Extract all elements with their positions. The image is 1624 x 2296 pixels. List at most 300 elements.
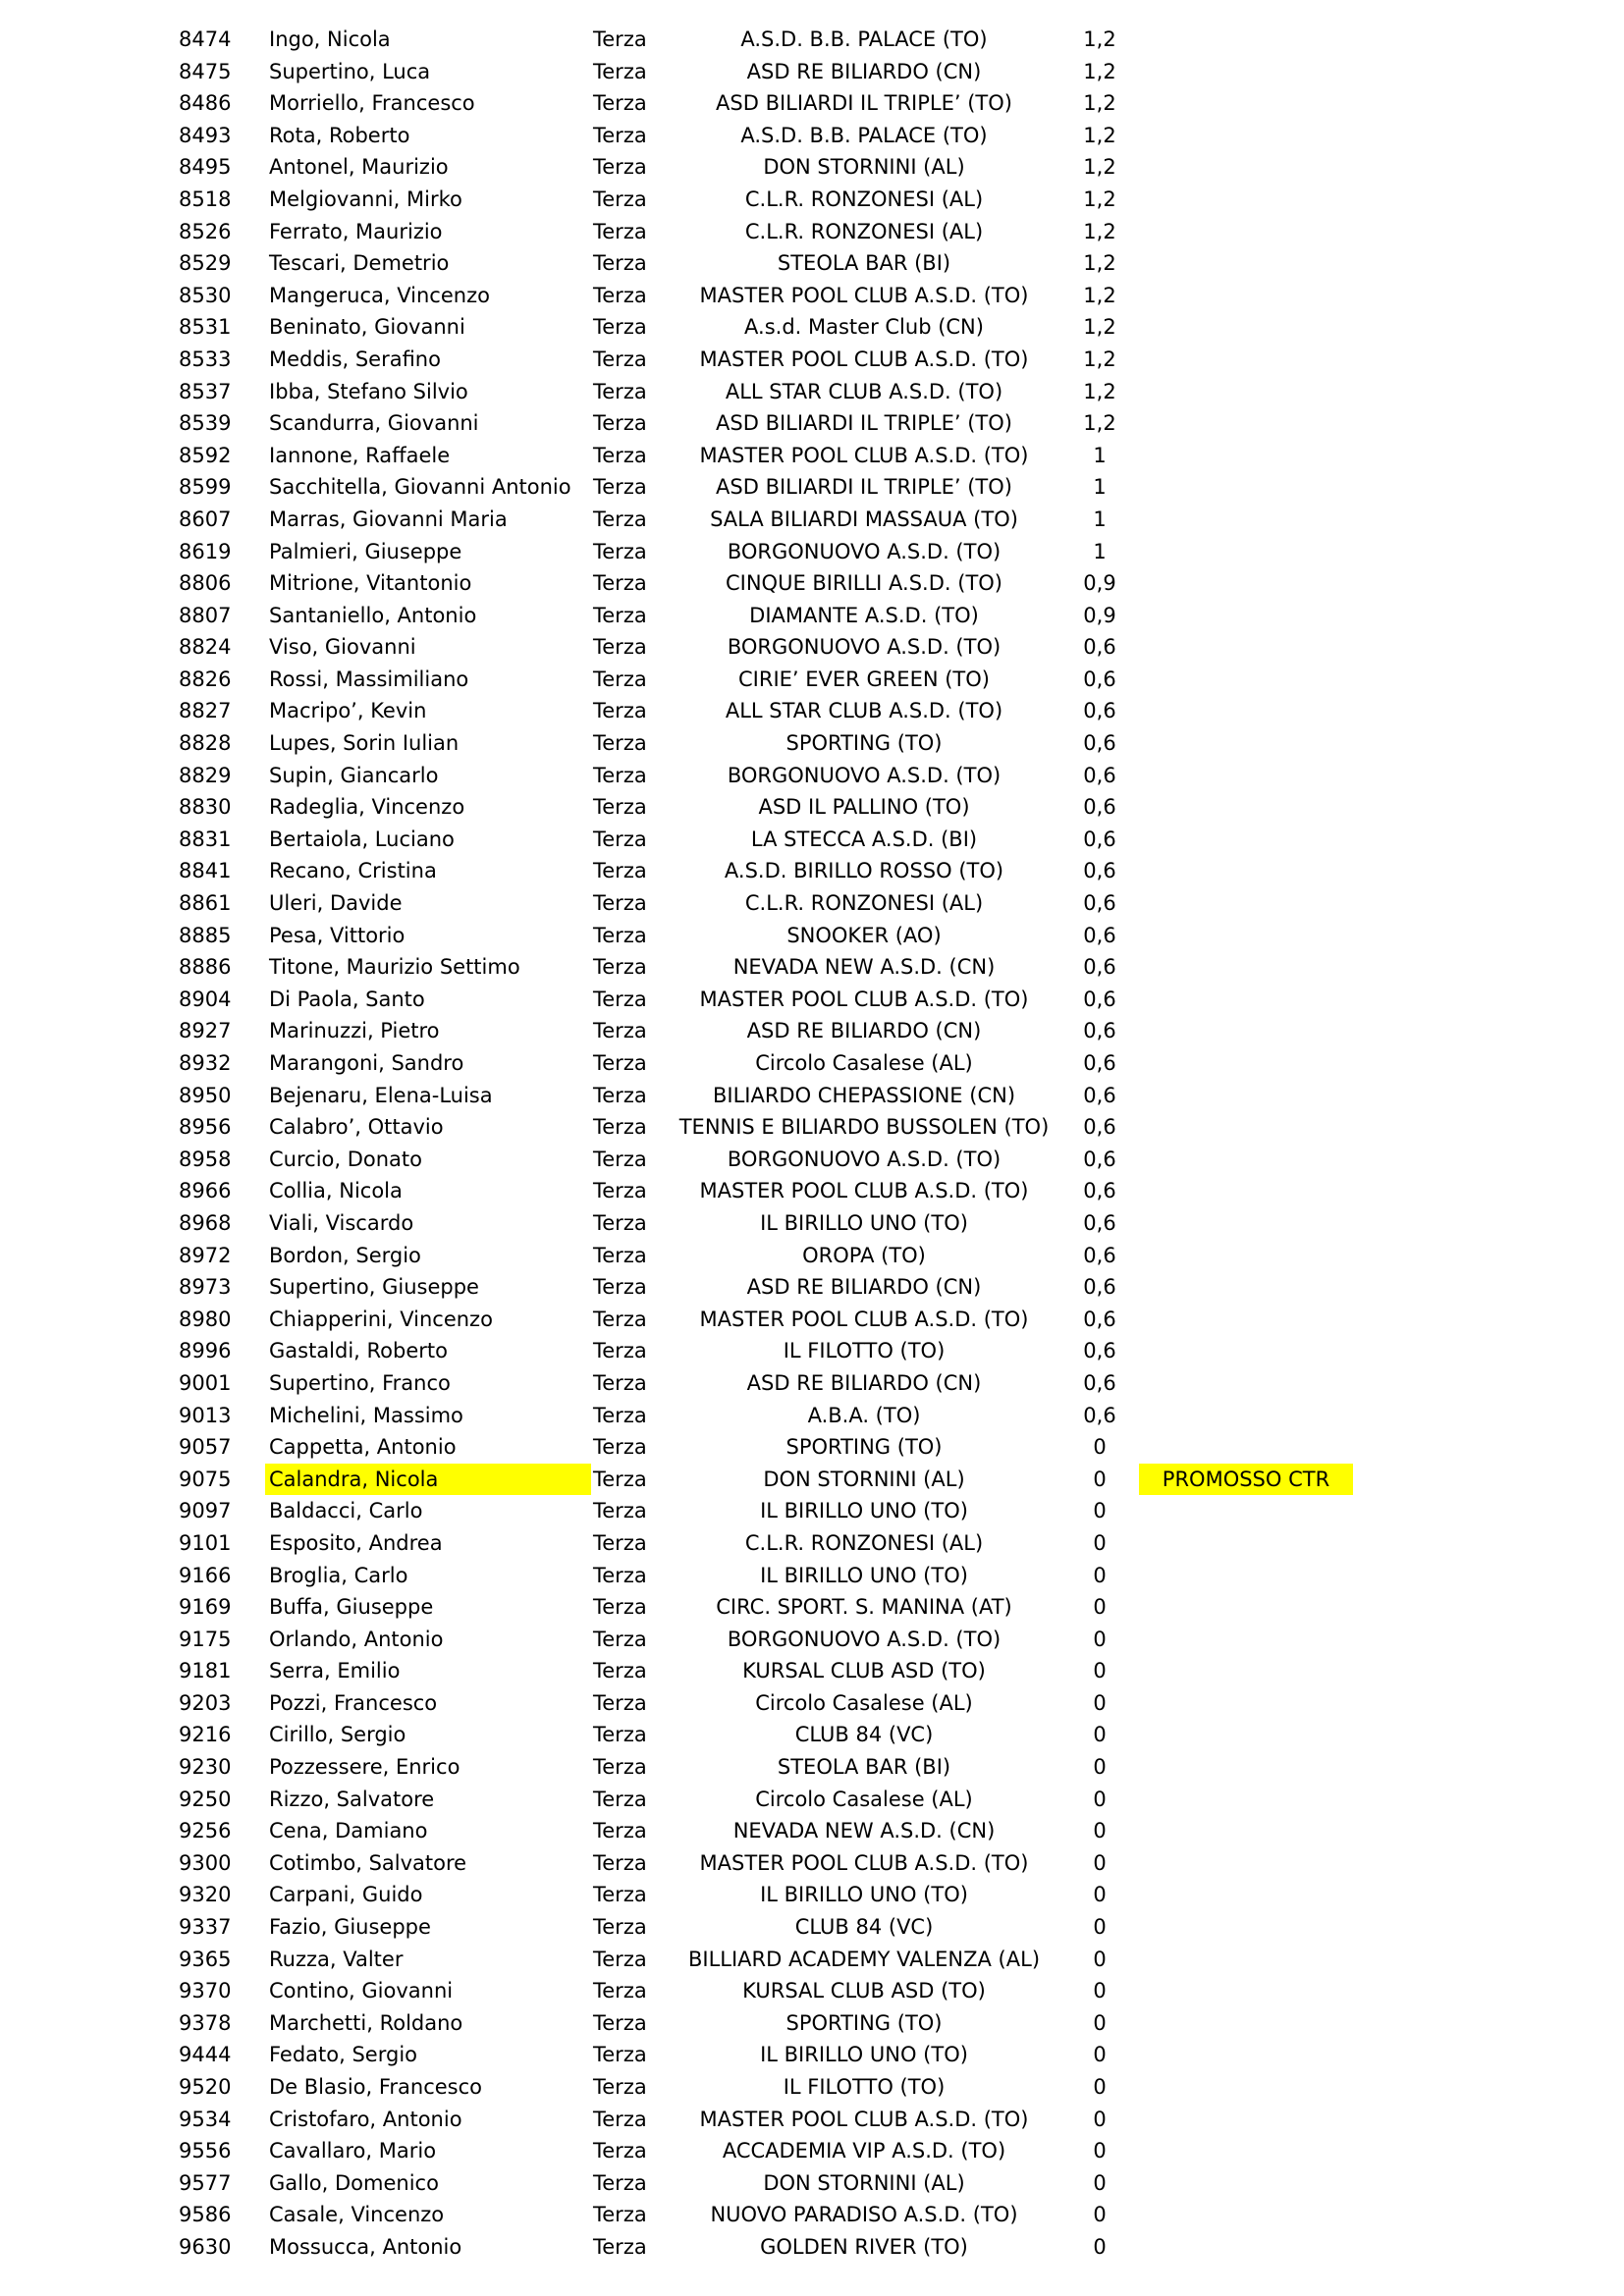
player-club: CINQUE BIRILLI A.S.D. (TO) — [725, 571, 1002, 596]
table-row — [0, 824, 1624, 856]
player-name: Iannone, Raffaele — [269, 443, 451, 467]
player-name: Pesa, Vittorio — [269, 923, 406, 947]
player-id: 8807 — [179, 603, 232, 627]
table-row — [0, 471, 1624, 504]
table-row — [0, 1944, 1624, 1976]
player-id: 8533 — [179, 347, 232, 371]
player-club: CLUB 84 (VC) — [794, 1723, 934, 1747]
player-name: Scandurra, Giovanni — [269, 411, 479, 436]
player-points: 0 — [1093, 1947, 1107, 1971]
player-name: Viali, Viscardo — [269, 1210, 414, 1235]
table-row — [0, 1144, 1624, 1176]
player-name: Bejenaru, Elena-Luisa — [269, 1083, 493, 1107]
player-name: Mitrione, Vitantonio — [269, 571, 472, 596]
player-club: ACCADEMIA VIP A.S.D. (TO) — [722, 2139, 1006, 2163]
table-row — [0, 2199, 1624, 2231]
table-row — [0, 1751, 1624, 1784]
player-id: 9250 — [179, 1787, 232, 1811]
player-points: 0,6 — [1083, 987, 1116, 1011]
table-row — [0, 1655, 1624, 1687]
player-club: GOLDEN RIVER (TO) — [760, 2234, 968, 2259]
player-points: 0 — [1093, 2170, 1107, 2195]
player-club: C.L.R. RONZONESI (AL) — [744, 219, 984, 243]
player-points: 1 — [1093, 507, 1107, 531]
player-id: 8830 — [179, 795, 232, 820]
table-row — [0, 951, 1624, 984]
player-name: Pozzessere, Enrico — [269, 1755, 460, 1780]
player-id: 8824 — [179, 635, 232, 660]
player-points: 0 — [1093, 2043, 1107, 2067]
player-name: Curcio, Donato — [269, 1147, 423, 1171]
table-row — [0, 56, 1624, 88]
player-club: IL BIRILLO UNO (TO) — [760, 1883, 968, 1907]
player-category: Terza — [593, 1275, 647, 1300]
player-id: 9444 — [179, 2043, 232, 2067]
player-category: Terza — [593, 1979, 647, 2003]
player-points: 0,6 — [1083, 795, 1116, 820]
player-points: 1,2 — [1083, 59, 1116, 83]
player-name: Calabro’, Ottavio — [269, 1115, 444, 1140]
player-category: Terza — [593, 731, 647, 756]
player-name: Cappetta, Antonio — [269, 1435, 457, 1460]
table-row — [0, 1815, 1624, 1847]
player-points: 1 — [1093, 475, 1107, 500]
table-row — [0, 1335, 1624, 1367]
player-id: 8932 — [179, 1051, 232, 1075]
player-points: 0,6 — [1083, 859, 1116, 883]
player-id: 8958 — [179, 1147, 232, 1171]
player-points: 1,2 — [1083, 219, 1116, 243]
player-name: Broglia, Carlo — [269, 1563, 408, 1587]
player-name: Bertaiola, Luciano — [269, 827, 455, 851]
player-club: BORGONUOVO A.S.D. (TO) — [727, 1147, 1001, 1171]
player-points: 0,6 — [1083, 1339, 1116, 1363]
player-points: 0,6 — [1083, 1147, 1116, 1171]
player-club: ASD RE BILIARDO (CN) — [746, 1275, 982, 1300]
player-category: Terza — [593, 507, 647, 531]
player-id: 9230 — [179, 1755, 232, 1780]
player-club: A.B.A. (TO) — [807, 1403, 921, 1427]
player-name: Marras, Giovanni Maria — [269, 507, 508, 531]
player-category: Terza — [593, 1850, 647, 1875]
player-name: Fedato, Sergio — [269, 2043, 418, 2067]
player-category: Terza — [593, 1883, 647, 1907]
player-id: 8518 — [179, 187, 232, 211]
player-id: 9337 — [179, 1915, 232, 1940]
table-row — [0, 2104, 1624, 2136]
player-category: Terza — [593, 635, 647, 660]
player-category: Terza — [593, 283, 647, 307]
table-row — [0, 1847, 1624, 1880]
player-points: 0,6 — [1083, 1403, 1116, 1427]
player-category: Terza — [593, 1370, 647, 1395]
player-name: Rota, Roberto — [269, 123, 410, 147]
player-id: 9534 — [179, 2107, 232, 2131]
player-points: 0,6 — [1083, 1051, 1116, 1075]
player-club: ASD BILIARDI IL TRIPLE’ (TO) — [716, 411, 1012, 436]
player-points: 0,9 — [1083, 603, 1116, 627]
player-name: Buffa, Giuseppe — [269, 1595, 434, 1620]
player-name: Melgiovanni, Mirko — [269, 187, 462, 211]
player-name: Palmieri, Giuseppe — [269, 539, 462, 563]
player-club: BORGONUOVO A.S.D. (TO) — [727, 635, 1001, 660]
player-club: A.s.d. Master Club (CN) — [744, 315, 984, 340]
table-row — [0, 2039, 1624, 2071]
player-note: PROMOSSO CTR — [1139, 1464, 1353, 1496]
player-name: Serra, Emilio — [269, 1659, 401, 1683]
player-category: Terza — [593, 1435, 647, 1460]
player-id: 8927 — [179, 1019, 232, 1043]
player-points: 0,6 — [1083, 635, 1116, 660]
player-category: Terza — [593, 1499, 647, 1523]
player-category: Terza — [593, 1659, 647, 1683]
player-points: 1,2 — [1083, 315, 1116, 340]
player-name: Cotimbo, Salvatore — [269, 1850, 467, 1875]
player-points: 1,2 — [1083, 379, 1116, 403]
player-club: TENNIS E BILIARDO BUSSOLEN (TO) — [678, 1115, 1050, 1140]
player-id: 8806 — [179, 571, 232, 596]
table-row — [0, 727, 1624, 760]
table-row — [0, 1719, 1624, 1751]
player-club: BILIARDO CHEPASSIONE (CN) — [712, 1083, 1016, 1107]
player-id: 9057 — [179, 1435, 232, 1460]
player-points: 0,6 — [1083, 1179, 1116, 1203]
player-club: A.S.D. BIRILLO ROSSO (TO) — [724, 859, 1004, 883]
player-id: 8885 — [179, 923, 232, 947]
player-points: 0 — [1093, 1915, 1107, 1940]
table-row — [0, 791, 1624, 824]
player-id: 9097 — [179, 1499, 232, 1523]
player-points: 0 — [1093, 2075, 1107, 2099]
player-category: Terza — [593, 379, 647, 403]
player-club: MASTER POOL CLUB A.S.D. (TO) — [699, 347, 1029, 371]
player-club: SPORTING (TO) — [785, 2010, 943, 2035]
player-name: Ruzza, Valter — [269, 1947, 404, 1971]
player-id: 8530 — [179, 283, 232, 307]
player-id: 9013 — [179, 1403, 232, 1427]
table-row — [0, 2071, 1624, 2104]
table-row — [0, 1431, 1624, 1464]
table-row — [0, 344, 1624, 376]
player-category: Terza — [593, 539, 647, 563]
player-points: 0,6 — [1083, 1307, 1116, 1331]
player-points: 0 — [1093, 1530, 1107, 1555]
player-category: Terza — [593, 859, 647, 883]
player-points: 0 — [1093, 2010, 1107, 2035]
table-row — [0, 600, 1624, 632]
player-category: Terza — [593, 1627, 647, 1651]
player-id: 8495 — [179, 155, 232, 180]
player-club: SNOOKER (AO) — [786, 923, 942, 947]
player-name: Sacchitella, Giovanni Antonio — [269, 475, 571, 500]
player-name: Carpani, Guido — [269, 1883, 423, 1907]
table-row — [0, 760, 1624, 792]
player-category: Terza — [593, 251, 647, 276]
player-id: 9075 — [179, 1467, 232, 1491]
player-id: 8826 — [179, 667, 232, 691]
player-id: 8526 — [179, 219, 232, 243]
player-name: Bordon, Sergio — [269, 1243, 421, 1267]
player-club: SPORTING (TO) — [785, 731, 943, 756]
player-category: Terza — [593, 603, 647, 627]
player-category: Terza — [593, 2139, 647, 2163]
player-club: MASTER POOL CLUB A.S.D. (TO) — [699, 283, 1029, 307]
player-id: 9203 — [179, 1690, 232, 1715]
player-id: 9577 — [179, 2170, 232, 2195]
player-club: DIAMANTE A.S.D. (TO) — [749, 603, 979, 627]
player-club: STEOLA BAR (BI) — [777, 1755, 951, 1780]
table-row — [0, 1784, 1624, 1816]
player-club: BORGONUOVO A.S.D. (TO) — [727, 1627, 1001, 1651]
player-name: Meddis, Serafino — [269, 347, 441, 371]
player-category: Terza — [593, 571, 647, 596]
player-category: Terza — [593, 1339, 647, 1363]
player-category: Terza — [593, 2170, 647, 2195]
player-category: Terza — [593, 1083, 647, 1107]
player-category: Terza — [593, 1243, 647, 1267]
player-club: Circolo Casalese (AL) — [755, 1690, 973, 1715]
player-id: 8841 — [179, 859, 232, 883]
player-club: MASTER POOL CLUB A.S.D. (TO) — [699, 1307, 1029, 1331]
table-row — [0, 1304, 1624, 1336]
table-row — [0, 1687, 1624, 1720]
table-row — [0, 120, 1624, 152]
player-points: 0,6 — [1083, 891, 1116, 916]
player-club: A.S.D. B.B. PALACE (TO) — [740, 123, 988, 147]
player-club: ASD IL PALLINO (TO) — [758, 795, 970, 820]
player-club: OROPA (TO) — [802, 1243, 926, 1267]
player-id: 9556 — [179, 2139, 232, 2163]
player-points: 0 — [1093, 2234, 1107, 2259]
player-category: Terza — [593, 2203, 647, 2227]
player-id: 8973 — [179, 1275, 232, 1300]
player-club: C.L.R. RONZONESI (AL) — [744, 891, 984, 916]
player-category: Terza — [593, 27, 647, 51]
player-points: 0,6 — [1083, 1275, 1116, 1300]
player-club: BORGONUOVO A.S.D. (TO) — [727, 539, 1001, 563]
player-club: IL BIRILLO UNO (TO) — [760, 2043, 968, 2067]
player-club: DON STORNINI (AL) — [763, 155, 965, 180]
player-points: 0,6 — [1083, 923, 1116, 947]
player-name: Supertino, Franco — [269, 1370, 451, 1395]
table-row — [0, 1624, 1624, 1656]
player-id: 8904 — [179, 987, 232, 1011]
player-id: 8619 — [179, 539, 232, 563]
player-points: 1,2 — [1083, 91, 1116, 116]
player-category: Terza — [593, 667, 647, 691]
player-id: 8607 — [179, 507, 232, 531]
player-name: Tescari, Demetrio — [269, 251, 450, 276]
player-club: ASD RE BILIARDO (CN) — [746, 1019, 982, 1043]
player-club: BILLIARD ACADEMY VALENZA (AL) — [687, 1947, 1041, 1971]
player-category: Terza — [593, 1595, 647, 1620]
player-points: 0 — [1093, 1787, 1107, 1811]
player-id: 9216 — [179, 1723, 232, 1747]
table-row — [0, 664, 1624, 696]
player-points: 0,6 — [1083, 827, 1116, 851]
player-id: 8886 — [179, 955, 232, 980]
player-id: 8599 — [179, 475, 232, 500]
table-row — [0, 440, 1624, 472]
player-id: 8539 — [179, 411, 232, 436]
player-club: MASTER POOL CLUB A.S.D. (TO) — [699, 1179, 1029, 1203]
table-row — [0, 984, 1624, 1016]
player-id: 9181 — [179, 1659, 232, 1683]
player-name: Calandra, Nicola — [265, 1464, 591, 1496]
table-row — [0, 407, 1624, 440]
player-category: Terza — [593, 1403, 647, 1427]
player-id: 9586 — [179, 2203, 232, 2227]
player-club: NEVADA NEW A.S.D. (CN) — [732, 1819, 996, 1843]
table-row — [0, 695, 1624, 727]
player-points: 0,6 — [1083, 1370, 1116, 1395]
table-row — [0, 280, 1624, 312]
player-points: 1,2 — [1083, 123, 1116, 147]
player-name: Michelini, Massimo — [269, 1403, 463, 1427]
player-id: 8827 — [179, 699, 232, 723]
player-club: NUOVO PARADISO A.S.D. (TO) — [710, 2203, 1018, 2227]
player-name: Marchetti, Roldano — [269, 2010, 463, 2035]
player-points: 1,2 — [1083, 283, 1116, 307]
player-points: 1,2 — [1083, 411, 1116, 436]
player-category: Terza — [593, 347, 647, 371]
player-points: 0 — [1093, 1819, 1107, 1843]
player-name: Supertino, Luca — [269, 59, 431, 83]
player-category: Terza — [593, 1563, 647, 1587]
player-points: 0 — [1093, 1467, 1107, 1491]
player-points: 0 — [1093, 1595, 1107, 1620]
player-category: Terza — [593, 123, 647, 147]
player-category: Terza — [593, 1530, 647, 1555]
player-category: Terza — [593, 1787, 647, 1811]
table-row — [0, 247, 1624, 280]
player-category: Terza — [593, 443, 647, 467]
player-id: 8996 — [179, 1339, 232, 1363]
player-club: ALL STAR CLUB A.S.D. (TO) — [725, 699, 1003, 723]
player-points: 0,6 — [1083, 1210, 1116, 1235]
table-row — [0, 311, 1624, 344]
player-name: Ingo, Nicola — [269, 27, 391, 51]
player-club: SPORTING (TO) — [785, 1435, 943, 1460]
player-category: Terza — [593, 1115, 647, 1140]
table-row — [0, 184, 1624, 216]
player-name: Pozzi, Francesco — [269, 1690, 438, 1715]
player-id: 9300 — [179, 1850, 232, 1875]
player-name: Titone, Maurizio Settimo — [269, 955, 520, 980]
player-club: KURSAL CLUB ASD (TO) — [742, 1659, 986, 1683]
player-points: 0 — [1093, 1659, 1107, 1683]
player-id: 8972 — [179, 1243, 232, 1267]
table-row — [0, 1495, 1624, 1527]
table-row — [0, 216, 1624, 248]
player-points: 0 — [1093, 1850, 1107, 1875]
player-points: 0,9 — [1083, 571, 1116, 596]
player-category: Terza — [593, 2107, 647, 2131]
player-category: Terza — [593, 1051, 647, 1075]
player-name: Cirillo, Sergio — [269, 1723, 406, 1747]
player-category: Terza — [593, 1307, 647, 1331]
player-points: 0,6 — [1083, 1243, 1116, 1267]
player-id: 9256 — [179, 1819, 232, 1843]
player-id: 8831 — [179, 827, 232, 851]
player-name: Collia, Nicola — [269, 1179, 403, 1203]
player-category: Terza — [593, 1467, 647, 1491]
player-id: 8956 — [179, 1115, 232, 1140]
player-club: BORGONUOVO A.S.D. (TO) — [727, 763, 1001, 787]
player-points: 0 — [1093, 1499, 1107, 1523]
player-id: 9001 — [179, 1370, 232, 1395]
player-name: Rizzo, Salvatore — [269, 1787, 435, 1811]
player-id: 8475 — [179, 59, 232, 83]
player-id: 8950 — [179, 1083, 232, 1107]
player-club: Circolo Casalese (AL) — [755, 1787, 973, 1811]
player-category: Terza — [593, 1147, 647, 1171]
table-row — [0, 887, 1624, 920]
table-row — [0, 1975, 1624, 2007]
player-name: Marinuzzi, Pietro — [269, 1019, 440, 1043]
player-points: 0 — [1093, 1563, 1107, 1587]
player-category: Terza — [593, 955, 647, 980]
player-name: Gallo, Domenico — [269, 2170, 439, 2195]
player-points: 0 — [1093, 1627, 1107, 1651]
player-name: Di Paola, Santo — [269, 987, 425, 1011]
player-id: 9630 — [179, 2234, 232, 2259]
player-club: SALA BILIARDI MASSAUA (TO) — [710, 507, 1018, 531]
player-id: 9520 — [179, 2075, 232, 2099]
player-category: Terza — [593, 827, 647, 851]
player-club: ALL STAR CLUB A.S.D. (TO) — [725, 379, 1003, 403]
player-club: MASTER POOL CLUB A.S.D. (TO) — [699, 2107, 1029, 2131]
player-points: 0,6 — [1083, 1019, 1116, 1043]
player-club: C.L.R. RONZONESI (AL) — [744, 187, 984, 211]
player-points: 1,2 — [1083, 347, 1116, 371]
player-id: 8537 — [179, 379, 232, 403]
player-id: 8968 — [179, 1210, 232, 1235]
player-club: Circolo Casalese (AL) — [755, 1051, 973, 1075]
table-row — [0, 1527, 1624, 1560]
player-id: 9378 — [179, 2010, 232, 2035]
player-name: Morriello, Francesco — [269, 91, 475, 116]
player-name: Uleri, Davide — [269, 891, 403, 916]
player-club: KURSAL CLUB ASD (TO) — [742, 1979, 986, 2003]
table-row — [0, 567, 1624, 600]
player-id: 8531 — [179, 315, 232, 340]
player-category: Terza — [593, 2075, 647, 2099]
player-name: Beninato, Giovanni — [269, 315, 465, 340]
player-id: 8592 — [179, 443, 232, 467]
player-category: Terza — [593, 699, 647, 723]
player-name: Fazio, Giuseppe — [269, 1915, 431, 1940]
player-points: 0 — [1093, 2203, 1107, 2227]
table-row — [0, 1080, 1624, 1112]
table-row — [0, 1047, 1624, 1080]
player-points: 0 — [1093, 2107, 1107, 2131]
player-id: 8474 — [179, 27, 232, 51]
player-category: Terza — [593, 1819, 647, 1843]
player-points: 0,6 — [1083, 667, 1116, 691]
player-name: Ibba, Stefano Silvio — [269, 379, 468, 403]
player-category: Terza — [593, 1210, 647, 1235]
player-name: Mossucca, Antonio — [269, 2234, 462, 2259]
player-club: C.L.R. RONZONESI (AL) — [744, 1530, 984, 1555]
table-row — [0, 504, 1624, 536]
player-points: 0 — [1093, 1979, 1107, 2003]
table-row — [0, 2167, 1624, 2200]
player-id: 8829 — [179, 763, 232, 787]
table-row — [0, 1911, 1624, 1944]
player-club: ASD RE BILIARDO (CN) — [746, 59, 982, 83]
player-points: 1 — [1093, 539, 1107, 563]
